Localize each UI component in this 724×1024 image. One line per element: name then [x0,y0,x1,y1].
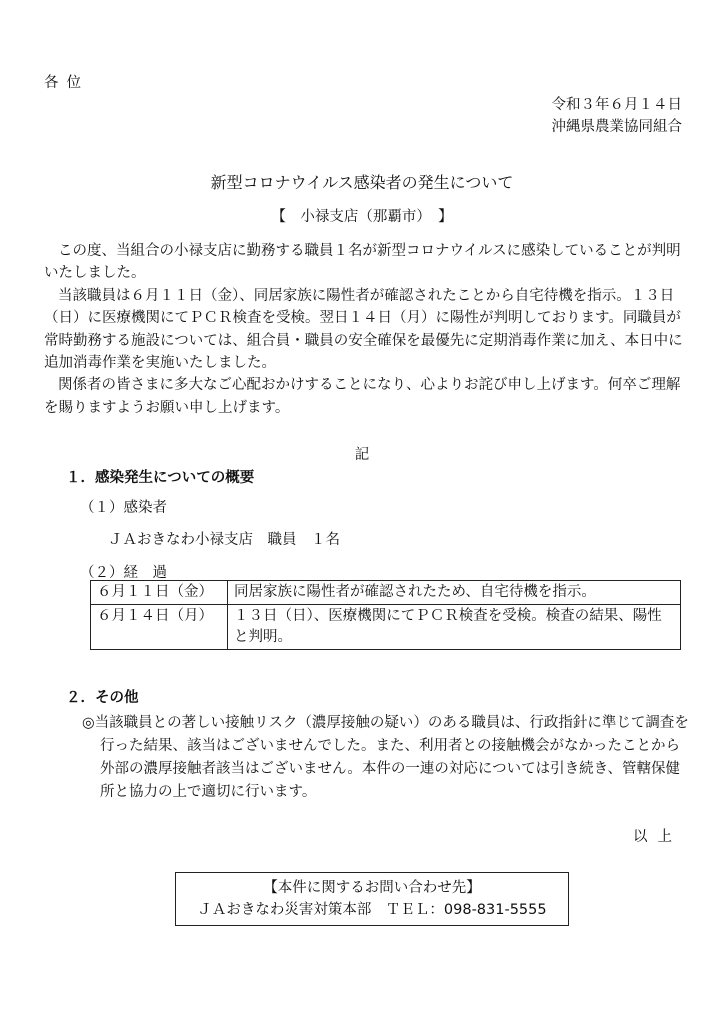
infected-detail: ＪＡおきなわ小禄支店 職員 １名 [108,532,340,548]
contact-box [175,872,569,926]
closing-mark: 以上 [633,829,682,845]
ki-mark: 記 [354,447,370,463]
table-row [91,605,681,650]
organization-name: 沖縄県農業協同組合 [551,119,682,135]
addressee: 各位 [44,75,89,91]
body-text [44,240,690,419]
paragraph-1: この度、当組合の小禄支店に勤務する職員１名が新型コロナウイルスに感染していることが判明いたしました。 [44,243,681,282]
issue-date: 令和３年６月１４日 [551,97,682,113]
document-subtitle: 【 小禄支店（那覇市） 】 [271,209,453,225]
timeline-date: ６月１１日（金） [91,581,228,605]
infected-subheading: （１）感染者 [80,500,167,516]
paragraph-3: 関係者の皆さまに多大なご心配おかけすることになり、心よりお詫び申し上げます。何卒ご理解を賜りますようお願い申し上げます。 [44,377,681,416]
timeline-text: 同居家族に陽性者が確認されたため、自宅待機を指示。 [228,581,681,605]
section-2-body [82,712,690,804]
table-row [91,581,681,605]
section-2-heading: ２．その他 [66,690,139,706]
section-1-heading: １．感染発生についての概要 [66,470,255,486]
timeline-table [90,580,681,650]
timeline-date: ６月１４日（月） [91,605,228,650]
timeline-subheading: （２）経 過 [80,565,167,581]
contact-line: ＪＡおきなわ災害対策本部 ＴＥＬ：098-831-5555 [197,902,547,918]
document-title: 新型コロナウイルス感染者の発生について [210,173,514,192]
timeline-text: １３日（日）、医療機関にてＰＣＲ検査を受検。検査の結果、陽性と判明。 [228,605,681,650]
contact-heading: 【本件に関するお問い合わせ先】 [263,880,481,896]
section-2-text: ◎当該職員との著しい接触リスク（濃厚接触の疑い）のある職員は、行政指針に準じて調査を行った結果、該当はございませんでした。また、利用者との接触機会がなかったことから外部の濃厚接触者該当はございません。本件の一連の対応については引き続き、管轄保健所と協力の上で適切に行います。 [82,715,689,800]
paragraph-2: 当該職員は６月１１日（金）、同居家族に陽性者が確認されたことから自宅待機を指示。１３日（日）に医療機関にてＰＣＲ検査を受検。翌日１４日（月）に陽性が判明しております。同職員が常時勤務する施設については、組合員・職員の安全確保を最優先に定期消毒作業に加え、本日中に追加消毒作業を実施いたしました。 [44,287,683,372]
